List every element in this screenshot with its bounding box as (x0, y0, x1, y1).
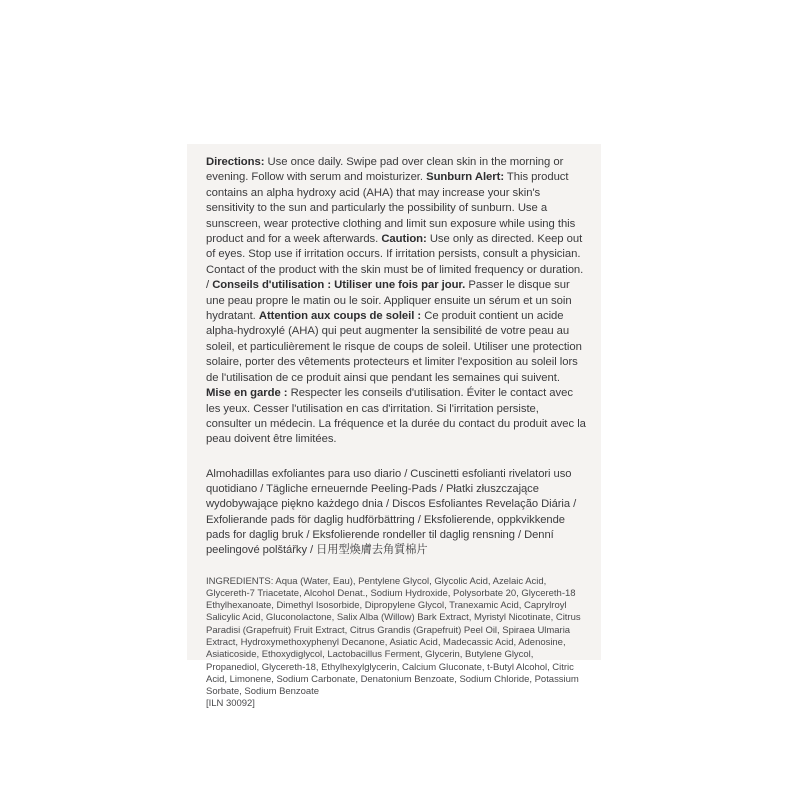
sunburn-alert-text: This product contains an alpha hydroxy acid (AHA) that may increase your skin's sensitivity to the sun and particularly the possibility of sunburn. Use a sunscreen, wear protective clothing and limit sun exposure while using this product and for a week afterwards. (206, 171, 576, 246)
iln-code: [ILN 30092] (206, 698, 255, 710)
ingredients-list (206, 576, 586, 711)
directions-paragraph (206, 155, 586, 448)
conseils-text: Passer le disque sur une peau propre le matin ou le soir. Appliquer ensuite un sérum et un soin hydratant. (206, 279, 572, 323)
sunburn-alert-heading: Sunburn Alert: (426, 171, 505, 184)
caution-text: Use only as directed. Keep out of eyes. Stop use if irritation occurs. If irritation persists, consult a physician. Contact of the product with the skin must be of limited frequency or duration. / (206, 233, 584, 292)
directions-text: Use once daily. Swipe pad over clean skin in the morning or evening. Follow with serum and moisturizer. (206, 156, 564, 184)
soleil-text: Ce produit contient un acide alpha-hydroxylé (AHA) qui peut augmenter la sensibilité de votre peau au soleil, et particulièrement le risque de coups de soleil. Utiliser une protection solaire, porter des vêtements protecteurs et limiter l'exposition au soleil lors de l'utilisation de ce produit ainsi que pendant les semaines qui suivent. (206, 310, 582, 384)
ingredients-text: INGREDIENTS: Aqua (Water, Eau), Pentylene Glycol, Glycolic Acid, Azelaic Acid, Glycereth-7 Triacetate, Alcohol Denat., Sodium Hydroxide, Polysorbate 20, Glycereth-18 Ethylhexanoate, Dimethyl Isosorbide, Dipropylene Glycol, Tranexamic Acid, Caprylroyl Salicylic Acid, Gluconolactone, Salix Alba (Willow) Bark Extract, Myristyl Nicotinate, Citrus Paradisi (Grapefruit) Fruit Extract, Citrus Grandis (Grapefruit) Peel Oil, Spiraea Ulmaria Extract, Hydroxymethoxyphenyl Decanone, Asiatic Acid, Madecassic Acid, Adenosine, Asiaticoside, Ethoxydiglycol, Lactobacillus Ferment, Glycerin, Butylene Glycol, Propanediol, Glycereth-18, Ethylhexylglycerin, Calcium Gluconate, t-Butyl Alcohol, Citric Acid, Limonene, Sodium Carbonate, Denatonium Benzoate, Sodium Chloride, Potassium Sorbate, Sodium Benzoate (206, 575, 581, 698)
multilingual-product-description: Almohadillas exfoliantes para uso diario / Cuscinetti esfolianti rivelatori uso quotidiano / Tägliche erneuernde Peeling-Pads / Płatki złuszczające wydobywające piękno każdego dnia / Discos Esfoliantes Revelação Diária / Exfolierande pads för daglig hudförbättring / Eksfolierende, oppkvikkende pads for daglig bruk / Eksfolierende rondeller til daglig rensning / Denní peelingové polštářky / 日用型煥膚去角質棉片 (206, 467, 577, 557)
mise-en-garde-text: Respecter les conseils d'utilisation. Éviter le contact avec les yeux. Cesser l'utilisation en cas d'irritation. Si l'irritation persiste, consulter un médecin. La fréquence et la durée du contact du produit avec la peau doivent être limitées. (206, 387, 586, 446)
directions-heading: Directions: (206, 156, 265, 168)
product-label (206, 155, 586, 710)
soleil-heading: Attention aux coups de soleil : (258, 310, 422, 323)
mise-en-garde-heading: Mise en garde : (206, 387, 288, 400)
caution-heading: Caution: (381, 233, 427, 246)
conseils-heading: Conseils d'utilisation : Utiliser une fois par jour. (212, 279, 466, 292)
